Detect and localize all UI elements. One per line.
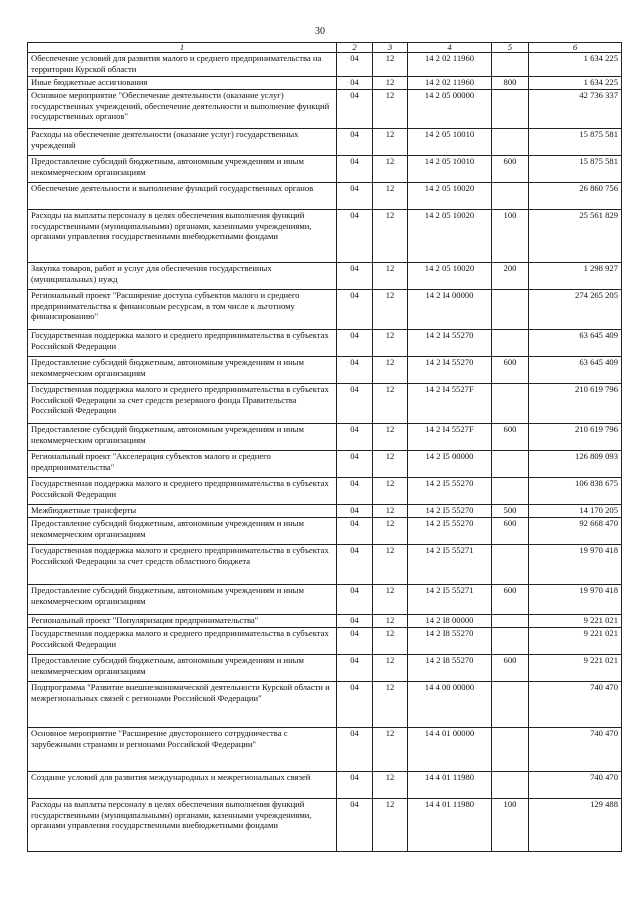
row-section: 04 (337, 183, 373, 210)
table-row (28, 53, 622, 77)
table-row (28, 682, 622, 728)
row-amount: 1 634 225 (529, 77, 622, 90)
row-target-article: 14 2 05 10010 (408, 156, 492, 183)
row-subsection: 12 (373, 53, 408, 77)
row-subsection: 12 (373, 478, 408, 505)
row-target-article: 14 2 I5 00000 (408, 451, 492, 478)
row-subsection: 12 (373, 129, 408, 156)
row-section: 04 (337, 655, 373, 682)
row-subsection: 12 (373, 628, 408, 655)
row-target-article: 14 4 00 00000 (408, 682, 492, 728)
row-subsection: 12 (373, 90, 408, 129)
row-target-article: 14 2 02 11960 (408, 77, 492, 90)
row-expense-type: 600 (492, 357, 529, 384)
row-subsection: 12 (373, 451, 408, 478)
row-section: 04 (337, 505, 373, 518)
row-section: 04 (337, 90, 373, 129)
table-row (28, 183, 622, 210)
table-row (28, 478, 622, 505)
row-expense-type: 100 (492, 210, 529, 263)
row-target-article: 14 2 I8 55270 (408, 655, 492, 682)
row-amount: 1 298 927 (529, 263, 622, 290)
row-subsection: 12 (373, 156, 408, 183)
table-row (28, 330, 622, 357)
row-subsection: 12 (373, 545, 408, 585)
row-expense-type (492, 728, 529, 772)
row-expense-type (492, 53, 529, 77)
row-expense-type: 600 (492, 156, 529, 183)
row-section: 04 (337, 129, 373, 156)
row-subsection: 12 (373, 290, 408, 330)
row-target-article: 14 4 01 11980 (408, 772, 492, 799)
row-target-article: 14 2 I5 55270 (408, 505, 492, 518)
row-target-article: 14 2 05 10010 (408, 129, 492, 156)
row-section: 04 (337, 518, 373, 545)
row-subsection: 12 (373, 330, 408, 357)
row-name: Подпрограмма "Развитие внешнеэкономической деятельности Курской области и межрегиональных связей с регионами Российской Федерации" (28, 682, 337, 728)
row-target-article: 14 2 05 00000 (408, 90, 492, 129)
row-expense-type (492, 90, 529, 129)
row-expense-type (492, 384, 529, 424)
row-name: Региональный проект "Популяризация предпринимательства" (28, 615, 337, 628)
row-name: Государственная поддержка малого и среднего предпринимательства в субъектах Российской Федерации (28, 330, 337, 357)
row-expense-type (492, 615, 529, 628)
row-expense-type: 800 (492, 77, 529, 90)
row-name: Государственная поддержка малого и среднего предпринимательства в субъектах Российской Федерации (28, 628, 337, 655)
row-section: 04 (337, 585, 373, 615)
row-section: 04 (337, 156, 373, 183)
row-amount: 740 470 (529, 728, 622, 772)
row-section: 04 (337, 290, 373, 330)
row-subsection: 12 (373, 682, 408, 728)
row-amount: 210 619 796 (529, 424, 622, 451)
header-col-2: 2 (337, 43, 373, 53)
row-section: 04 (337, 682, 373, 728)
row-expense-type (492, 290, 529, 330)
row-subsection: 12 (373, 585, 408, 615)
budget-table (27, 42, 622, 852)
row-amount: 274 265 205 (529, 290, 622, 330)
row-name: Государственная поддержка малого и среднего предпринимательства в субъектах Российской Федерации (28, 478, 337, 505)
row-name: Региональный проект "Расширение доступа субъектов малого и среднего предпринимательства к финансовым ресурсам, в том числе к льготному финансированию" (28, 290, 337, 330)
row-subsection: 12 (373, 505, 408, 518)
row-amount: 740 470 (529, 772, 622, 799)
row-target-article: 14 2 I5 55271 (408, 585, 492, 615)
row-expense-type (492, 628, 529, 655)
row-name: Обеспечение условий для развития малого и среднего предпринимательства на территории Курской области (28, 53, 337, 77)
row-section: 04 (337, 424, 373, 451)
table-row (28, 357, 622, 384)
row-name: Закупка товаров, работ и услуг для обеспечения государственных (муниципальных) нужд (28, 263, 337, 290)
table-row (28, 156, 622, 183)
row-name: Предоставление субсидий бюджетным, автономным учреждениям и иным некоммерческим организациям (28, 518, 337, 545)
row-subsection: 12 (373, 384, 408, 424)
table-row (28, 424, 622, 451)
row-amount: 26 860 756 (529, 183, 622, 210)
row-name: Иные бюджетные ассигнования (28, 77, 337, 90)
row-expense-type (492, 183, 529, 210)
row-amount: 19 970 418 (529, 545, 622, 585)
table-row (28, 545, 622, 585)
row-section: 04 (337, 263, 373, 290)
header-col-1: 1 (28, 43, 337, 53)
header-col-6: 6 (529, 43, 622, 53)
row-expense-type (492, 451, 529, 478)
row-target-article: 14 2 I4 5527F (408, 384, 492, 424)
row-amount: 14 170 205 (529, 505, 622, 518)
row-section: 04 (337, 357, 373, 384)
row-section: 04 (337, 728, 373, 772)
row-name: Региональный проект "Акселерация субъектов малого и среднего предпринимательства" (28, 451, 337, 478)
row-section: 04 (337, 772, 373, 799)
row-name: Создание условий для развития международных и межрегиональных связей (28, 772, 337, 799)
row-name: Расходы на обеспечение деятельности (оказание услуг) государственных учреждений (28, 129, 337, 156)
table-row (28, 129, 622, 156)
row-expense-type (492, 330, 529, 357)
header-col-4: 4 (408, 43, 492, 53)
row-target-article: 14 2 I8 55270 (408, 628, 492, 655)
row-name: Расходы на выплаты персоналу в целях обеспечения выполнения функций государственными (муниципальными) органами, казенными учреждениями, органами управления государственными внебюджетными фондами (28, 799, 337, 852)
row-expense-type (492, 545, 529, 585)
row-target-article: 14 2 I4 55270 (408, 330, 492, 357)
row-name: Предоставление субсидий бюджетным, автономным учреждениям и иным некоммерческим организациям (28, 585, 337, 615)
row-section: 04 (337, 53, 373, 77)
row-name: Предоставление субсидий бюджетным, автономным учреждениям и иным некоммерческим организациям (28, 156, 337, 183)
row-amount: 42 736 337 (529, 90, 622, 129)
row-target-article: 14 2 05 10020 (408, 210, 492, 263)
row-section: 04 (337, 615, 373, 628)
header-col-3: 3 (373, 43, 408, 53)
row-subsection: 12 (373, 77, 408, 90)
row-amount: 63 645 409 (529, 330, 622, 357)
row-subsection: 12 (373, 615, 408, 628)
row-target-article: 14 2 02 11960 (408, 53, 492, 77)
row-amount: 210 619 796 (529, 384, 622, 424)
row-target-article: 14 2 I5 55270 (408, 518, 492, 545)
row-target-article: 14 4 01 00000 (408, 728, 492, 772)
row-amount: 25 561 829 (529, 210, 622, 263)
row-expense-type (492, 478, 529, 505)
row-subsection: 12 (373, 728, 408, 772)
row-amount: 15 875 581 (529, 129, 622, 156)
row-name: Предоставление субсидий бюджетным, автономным учреждениям и иным некоммерческим организациям (28, 655, 337, 682)
row-target-article: 14 2 I4 00000 (408, 290, 492, 330)
row-section: 04 (337, 799, 373, 852)
row-expense-type: 500 (492, 505, 529, 518)
row-section: 04 (337, 451, 373, 478)
row-name: Государственная поддержка малого и среднего предпринимательства в субъектах Российской Федерации за счет средств резервного фонда Правительства Российской Федерации (28, 384, 337, 424)
row-amount: 106 838 675 (529, 478, 622, 505)
row-subsection: 12 (373, 518, 408, 545)
row-expense-type (492, 772, 529, 799)
row-target-article: 14 2 05 10020 (408, 263, 492, 290)
header-row (28, 43, 622, 53)
row-amount: 9 221 021 (529, 628, 622, 655)
table-row (28, 90, 622, 129)
header-col-5: 5 (492, 43, 529, 53)
row-target-article: 14 2 I5 55270 (408, 478, 492, 505)
table-row (28, 799, 622, 852)
row-name: Предоставление субсидий бюджетным, автономным учреждениям и иным некоммерческим организациям (28, 424, 337, 451)
row-amount: 740 470 (529, 682, 622, 728)
table-row (28, 628, 622, 655)
row-amount: 92 668 470 (529, 518, 622, 545)
table-row (28, 384, 622, 424)
row-expense-type (492, 682, 529, 728)
row-expense-type: 600 (492, 518, 529, 545)
row-target-article: 14 2 05 10020 (408, 183, 492, 210)
row-section: 04 (337, 628, 373, 655)
row-subsection: 12 (373, 772, 408, 799)
row-name: Предоставление субсидий бюджетным, автономным учреждениям и иным некоммерческим организациям (28, 357, 337, 384)
row-expense-type: 100 (492, 799, 529, 852)
table-row (28, 518, 622, 545)
row-amount: 129 488 (529, 799, 622, 852)
table-row (28, 585, 622, 615)
row-amount: 15 875 581 (529, 156, 622, 183)
row-expense-type: 600 (492, 585, 529, 615)
row-amount: 1 634 225 (529, 53, 622, 77)
table-row (28, 77, 622, 90)
row-section: 04 (337, 77, 373, 90)
row-subsection: 12 (373, 799, 408, 852)
row-section: 04 (337, 478, 373, 505)
row-name: Расходы на выплаты персоналу в целях обеспечения выполнения функций государственными (муниципальными) органами, казенными учреждениями, органами управления государственными внебюджетными фондами (28, 210, 337, 263)
row-name: Государственная поддержка малого и среднего предпринимательства в субъектах Российской Федерации за счет средств областного бюджета (28, 545, 337, 585)
row-name: Обеспечение деятельности и выполнение функций государственных органов (28, 183, 337, 210)
page-number: 30 (315, 26, 325, 37)
row-amount: 63 645 409 (529, 357, 622, 384)
row-expense-type (492, 129, 529, 156)
row-name: Основное мероприятие "Расширение двустороннего сотрудничества с зарубежными странами и регионами Российской Федерации" (28, 728, 337, 772)
table-row (28, 263, 622, 290)
row-amount: 126 809 093 (529, 451, 622, 478)
row-amount: 9 221 021 (529, 615, 622, 628)
row-target-article: 14 2 I8 00000 (408, 615, 492, 628)
table-row (28, 505, 622, 518)
row-amount: 9 221 021 (529, 655, 622, 682)
row-expense-type: 200 (492, 263, 529, 290)
table-row (28, 655, 622, 682)
row-target-article: 14 2 I4 55270 (408, 357, 492, 384)
row-name: Основное мероприятие "Обеспечение деятельности (оказание услуг) государственных учреждений, обеспечение деятельности и выполнение функций государственных органов" (28, 90, 337, 129)
table-row (28, 615, 622, 628)
row-section: 04 (337, 330, 373, 357)
row-subsection: 12 (373, 655, 408, 682)
table-row (28, 728, 622, 772)
row-subsection: 12 (373, 263, 408, 290)
row-expense-type: 600 (492, 655, 529, 682)
table-row (28, 451, 622, 478)
row-target-article: 14 2 I4 5527F (408, 424, 492, 451)
row-section: 04 (337, 384, 373, 424)
row-subsection: 12 (373, 424, 408, 451)
table-row (28, 772, 622, 799)
row-target-article: 14 4 01 11980 (408, 799, 492, 852)
row-subsection: 12 (373, 183, 408, 210)
row-subsection: 12 (373, 210, 408, 263)
row-name: Межбюджетные трансферты (28, 505, 337, 518)
row-amount: 19 970 418 (529, 585, 622, 615)
row-target-article: 14 2 I5 55271 (408, 545, 492, 585)
table-row (28, 210, 622, 263)
table-row (28, 290, 622, 330)
row-section: 04 (337, 545, 373, 585)
row-subsection: 12 (373, 357, 408, 384)
row-expense-type: 600 (492, 424, 529, 451)
row-section: 04 (337, 210, 373, 263)
